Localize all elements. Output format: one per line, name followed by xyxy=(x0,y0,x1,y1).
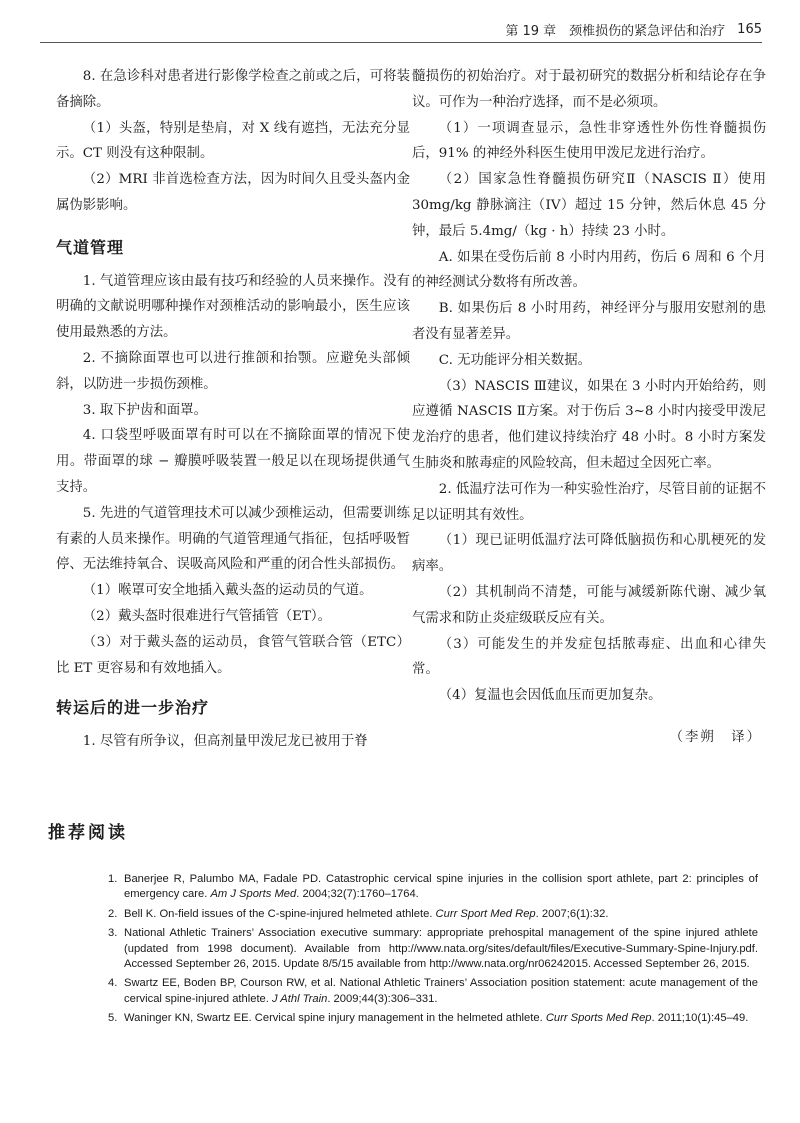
paragraph: （3）对于戴头盔的运动员，食管气管联合管（ETC）比 ET 更容易和有效地插入。 xyxy=(56,634,410,676)
translator-credit: （李朔 译） xyxy=(669,729,762,745)
journal-name: Curr Sport Med Rep xyxy=(435,907,536,920)
paragraph: （4）复温也会因低血压而更加复杂。 xyxy=(438,688,662,704)
reference-citation: Banerjee R, Palumbo MA, Fadale PD. Catastrophic cervical spine injuries in the collision sport athlete, part 2: principles of emergency care. xyxy=(124,873,758,901)
journal-name: J Athl Train xyxy=(272,992,328,1005)
reference-item xyxy=(108,872,758,903)
paragraph-continuation: 髓损伤的初始治疗。对于最初研究的数据分析和结论存在争议。可作为一种治疗选择，而不是必须项。 xyxy=(412,69,766,110)
recommended-reading-heading: 推荐阅读 xyxy=(48,823,128,843)
paragraph: 1. 气道管理应该由最有技巧和经验的人员来操作。没有明确的文献说明哪种操作对颈椎活动的影响最小，医生应该使用最熟悉的方法。 xyxy=(56,273,410,341)
paragraph: 3. 取下护齿和面罩。 xyxy=(82,402,207,418)
paragraph: C. 无功能评分相关数据。 xyxy=(438,352,591,368)
reference-item xyxy=(108,976,758,1007)
reference-number: 4. xyxy=(108,977,118,990)
reference-item xyxy=(108,1011,758,1026)
paragraph: （1）头盔，特别是垫肩，对 X 线有遮挡，无法充分显示。CT 则没有这种限制。 xyxy=(56,120,410,162)
reference-item xyxy=(108,926,758,972)
paragraph: B. 如果伤后 8 小时用药，神经评分与服用安慰剂的患者没有显著差异。 xyxy=(412,301,766,342)
reference-text xyxy=(124,926,758,972)
page-number: 165 xyxy=(737,21,762,37)
journal-name: Curr Sports Med Rep xyxy=(545,1012,652,1025)
reference-list xyxy=(108,872,758,1031)
page-header xyxy=(40,16,762,43)
paragraph: 4. 口袋型呼吸面罩有时可以在不摘除面罩的情况下使用。带面罩的球 − 瓣膜呼吸装置一般足以在现场提供通气支持。 xyxy=(56,428,410,495)
section-heading-airway: 气道管理 xyxy=(56,237,125,257)
reference-citation: Bell K. On-field issues of the C-spine-injured helmeted athlete. xyxy=(124,907,436,920)
paragraph: （2）MRI 非首选检查方法，因为时间久且受头盔内金属伪影影响。 xyxy=(56,172,410,213)
paragraph: （1）一项调查显示，急性非穿透性外伤性脊髓损伤后，91% 的神经外科医生使用甲泼尼龙进行治疗。 xyxy=(412,120,766,162)
paragraph: 8. 在急诊科对患者进行影像学检查之前或之后，可将装备摘除。 xyxy=(56,69,410,110)
reference-tail: . 2011;10(1):45–49. xyxy=(651,1012,749,1025)
paragraph: （2）其机制尚不清楚，可能与减缓新陈代谢、减少氧气需求和防止炎症级联反应有关。 xyxy=(412,584,766,626)
reference-tail: . 2007;6(1):32. xyxy=(535,907,609,920)
reference-citation: Waninger KN, Swartz EE. Cervical spine injury management in the helmeted athlete. xyxy=(124,1012,546,1025)
paragraph: 2. 低温疗法可作为一种实验性治疗，尽管目前的证据不足以证明其有效性。 xyxy=(412,481,766,523)
section-heading-transport: 转运后的进一步治疗 xyxy=(56,698,210,718)
reference-number: 5. xyxy=(108,1012,118,1025)
reference-item xyxy=(108,907,758,922)
reference-tail: . 2009;44(3):306–331. xyxy=(327,992,438,1005)
paragraph: （2）国家急性脊髓损伤研究Ⅱ（NASCIS Ⅱ）使用 30mg/kg 静脉滴注（IV）超过 15 分钟，然后休息 45 分钟，最后 5.4mg/（kg · h）持续 23 小时。 xyxy=(412,172,766,239)
paragraph: （3）可能发生的并发症包括脓毒症、出血和心律失常。 xyxy=(412,636,766,678)
paragraph: 5. 先进的气道管理技术可以减少颈椎运动，但需要训练有素的人员来操作。明确的气道管理通气指征，包括呼吸暂停、无法维持氧合、误吸高风险和严重的闭合性头部损伤。 xyxy=(56,505,410,573)
paragraph: （2）戴头盔时很难进行气管插管（ET）。 xyxy=(82,608,331,624)
paragraph: 1. 尽管有所争议，但高剂量甲泼尼龙已被用于脊 xyxy=(82,734,368,750)
reference-text xyxy=(124,1011,758,1026)
reference-number: 2. xyxy=(108,907,118,920)
chapter-title: 第 19 章 颈椎损伤的紧急评估和治疗 xyxy=(505,23,726,39)
reference-citation: National Athletic Trainers’ Association executive summary: appropriate prehospital management of the spine injured athlete (updated from 1998 document). Available from http://www.nata.org/sites/default/files/Executive-Summary-Spine-Injury.pdf. Accessed September 26, 2015. Update 8/5/15 available from http://www.nata.org/nr06242015. Accessed September 26, 2015. xyxy=(124,927,758,971)
reference-text xyxy=(124,872,758,903)
right-column xyxy=(412,64,766,751)
paragraph: A. 如果在受伤后前 8 小时内用药，伤后 6 周和 6 个月的神经测试分数将有所改善。 xyxy=(412,249,766,291)
reference-number: 3. xyxy=(108,927,118,940)
reference-text xyxy=(124,907,758,922)
paragraph: （1）现已证明低温疗法可降低脑损伤和心肌梗死的发病率。 xyxy=(412,533,766,575)
reference-text xyxy=(124,976,758,1007)
paragraph: （1）喉罩可安全地插入戴头盔的运动员的气道。 xyxy=(82,583,373,599)
left-column xyxy=(56,64,410,755)
reference-citation: Swartz EE, Boden BP, Courson RW, et al. National Athletic Trainers’ Association position statement: acute management of the cervical spine-injured athlete. xyxy=(124,977,758,1005)
journal-name: Am J Sports Med xyxy=(210,888,297,901)
reference-number: 1. xyxy=(108,873,118,885)
paragraph: 2. 不摘除面罩也可以进行推颌和抬颚。应避免头部倾斜，以防进一步损伤颈椎。 xyxy=(56,350,410,392)
reference-tail: . 2004;32(7):1760–1764. xyxy=(296,888,419,901)
paragraph: （3）NASCIS Ⅲ建议，如果在 3 小时内开始给药，则应遵循 NASCIS Ⅱ方案。对于伤后 3~8 小时内接受甲泼尼龙治疗的患者，他们建议持续治疗 48 小时。8 小时方案发生肺炎和脓毒症的风险较高，但未超过全因死亡率。 xyxy=(412,378,766,471)
